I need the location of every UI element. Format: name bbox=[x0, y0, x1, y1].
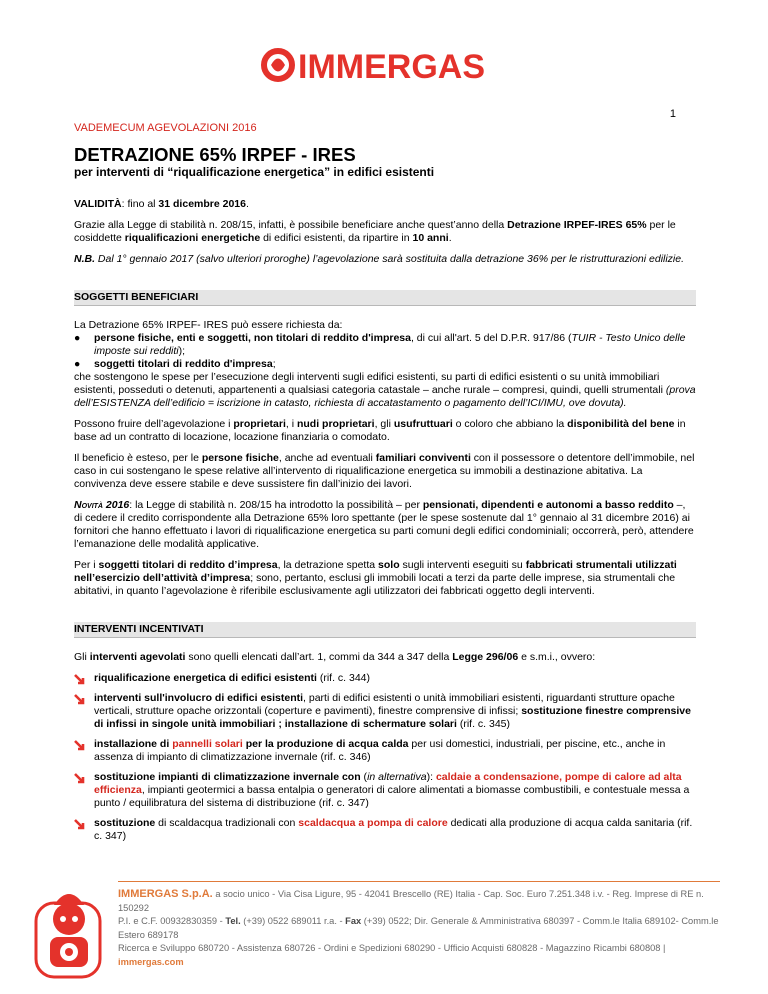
section1-after-list: che sostengono le spese per l’esecuzione degli interventi sugli edifici esistenti, su parti di edifici esistenti o su unità immobiliari esistenti, posseduti o detenuti, appartenenti a qualsiasi categoria catastale – anche rurale – compresi, quindi, quelli strumentali (prova dell’ESISTENZA dell’edificio = iscrizione in catasto, richiesta di accatastamento o pagamento dell’ICI/IMU, ove dovuta). bbox=[74, 371, 696, 409]
list-item: riqualificazione energetica di edifici esistenti (rif. c. 344) bbox=[74, 672, 696, 685]
list-item: installazione di pannelli solari per la produzione di acqua calda per usi domestici, industriali, per piscine, etc., anche in assenza di impianto di climatizzazione invernale (rif. c. 346) bbox=[74, 738, 696, 764]
footer-divider bbox=[118, 881, 720, 882]
section1-paragraph-novita: Novità 2016: la Legge di stabilità n. 208/15 ha introdotto la possibilità – per pensionati, dipendenti e autonomi a basso reddito –, di cedere il credito corrispondente alla Detrazione 65% loro spettante (per le spese sostenute dal 1° gennaio al 31 dicembre 2016) ai fornitori che hanno effettuato i lavori di riqualificazione energetica su parti comuni degli edifici condominiali; occorrerà, però, attendere l’emanazione delle modalità applicative. bbox=[74, 499, 694, 550]
section1-paragraph-family: Il beneficio è esteso, per le persone fisiche, anche ad eventuali familiari conviventi con il possessore o detentore dell’immobile, nel caso in cui sostengano le spese relative all’intervento di riqualificazione energetica su immobili a destinazione abitativa. La convivenza deve essere stabile e deve sussistere fin dall’inizio dei lavori. bbox=[74, 452, 695, 490]
arrow-bullet-icon bbox=[74, 818, 86, 830]
interventions-list bbox=[74, 672, 696, 843]
document-subtitle: per interventi di “riqualificazione energetica” in edifici esistenti bbox=[74, 165, 435, 179]
validity-paragraph: VALIDITÀ: fino al 31 dicembre 2016. bbox=[74, 198, 249, 210]
logo-wordmark: IMMERGAS bbox=[298, 48, 485, 86]
section1-lead: La Detrazione 65% IRPEF- IRES può essere richiesta da: bbox=[74, 319, 343, 331]
arrow-bullet-icon bbox=[74, 693, 86, 705]
list-item: sostituzione impianti di climatizzazione invernale con (in alternativa): caldaie a condensazione, pompe di calore ad alta efficienza, impianti geotermici a bassa entalpia o generatori di calore alimentati a biomasse combustibili, e contestuale messa a punto / equilibratura del sistema di distribuzione (rif. c. 347) bbox=[74, 771, 696, 810]
section-heading-soggetti: SOGGETTI BENEFICIARI bbox=[74, 290, 696, 306]
document-body bbox=[74, 122, 696, 850]
footer-website-link[interactable]: immergas.com bbox=[118, 956, 184, 967]
footer-line-3: Ricerca e Sviluppo 680720 - Assistenza 680726 - Ordini e Spedizioni 680290 - Ufficio Acquisti 680828 - Magazzino Ricambi 680808 | immergas.com bbox=[118, 943, 666, 967]
section1-paragraph-impresa: Per i soggetti titolari di reddito d’impresa, la detrazione spetta solo sugli interventi eseguiti su fabbricati strumentali utilizzati nell’esercizio dell’attività d’impresa; sono, pertanto, esclusi gli immobili locati a terzi da parte delle imprese, sia strumentali che abitativi, in quanto l’agevolazione è riferibile esclusivamente agli utilizzatori dei fabbricati oggetto degli interventi. bbox=[74, 559, 677, 597]
nb-paragraph: N.B. Dal 1° gennaio 2017 (salvo ulteriori proroghe) l’agevolazione sarà sostituita dalla detrazione 36% per le ristrutturazioni edilizie. bbox=[74, 253, 685, 265]
bullet-icon: ● bbox=[74, 358, 81, 370]
list-item: sostituzione di scaldacqua tradizionali con scaldacqua a pompa di calore dedicati alla produzione di acqua calda sanitaria (rif. c. 347) bbox=[74, 817, 696, 843]
bullet-icon: ● bbox=[74, 332, 81, 344]
list-item: ● soggetti titolari di reddito d'impresa; bbox=[74, 358, 276, 370]
section1-paragraph-owners: Possono fruire dell’agevolazione i proprietari, i nudi proprietari, gli usufruttuari o coloro che abbiano la disponibilità del bene in base ad un contratto di locazione, locazione finanziaria o comodato. bbox=[74, 418, 686, 443]
immergas-logo bbox=[0, 44, 768, 91]
footer-line-2: P.I. e C.F. 00932830359 - Tel. (+39) 0522 689011 r.a. - Fax (+39) 0522; Dir. Generale & Amministrativa 680397 - Comm.le Italia 689102- Comm.le Estero 689178 bbox=[118, 916, 719, 940]
page-number: 1 bbox=[669, 108, 676, 120]
company-footer bbox=[118, 888, 730, 969]
document-kicker: VADEMECUM AGEVOLAZIONI 2016 bbox=[74, 122, 257, 134]
list-item: ● persone fisiche, enti e soggetti, non titolari di reddito d'impresa, di cui all'art. 5 del D.P.R. 917/86 (TUIR - Testo Unico delle imposte sui redditi); bbox=[74, 332, 686, 357]
arrow-bullet-icon bbox=[74, 772, 86, 784]
beneficiaries-list bbox=[74, 332, 696, 371]
footer-line-1: IMMERGAS S.p.A. a socio unico - Via Cisa Ligure, 95 - 42041 Brescello (RE) Italia - Cap. Soc. Euro 7.251.348 i.v. - Reg. Imprese di RE n. 150292 bbox=[118, 888, 704, 913]
list-item: interventi sull'involucro di edifici esistenti, parti di edifici esistenti o unità immobiliari esistenti, riguardanti strutture opache verticali, strutture opache orizzontali (coperture e pavimenti), finestre comprensive di infissi; sostituzione finestre comprensive di infissi in singole unità immobiliari ; installazione di schermature solari (rif. c. 345) bbox=[74, 692, 696, 731]
arrow-bullet-icon bbox=[74, 673, 86, 685]
immergas-mascot-icon bbox=[30, 883, 108, 988]
section2-lead: Gli interventi agevolati sono quelli elencati dall’art. 1, commi da 344 a 347 della Legge 296/06 e s.m.i., ovvero: bbox=[74, 651, 596, 663]
document-title: DETRAZIONE 65% IRPEF - IRES bbox=[74, 144, 356, 165]
section-heading-interventi: INTERVENTI INCENTIVATI bbox=[74, 622, 696, 638]
footer-company-name: IMMERGAS S.p.A. bbox=[118, 888, 213, 900]
arrow-bullet-icon bbox=[74, 739, 86, 751]
intro-paragraph: Grazie alla Legge di stabilità n. 208/15, infatti, è possibile beneficiare anche quest’anno della Detrazione IRPEF-IRES 65% per le cosiddette riqualificazioni energetiche di edifici esistenti, da ripartire in 10 anni. bbox=[74, 219, 676, 244]
